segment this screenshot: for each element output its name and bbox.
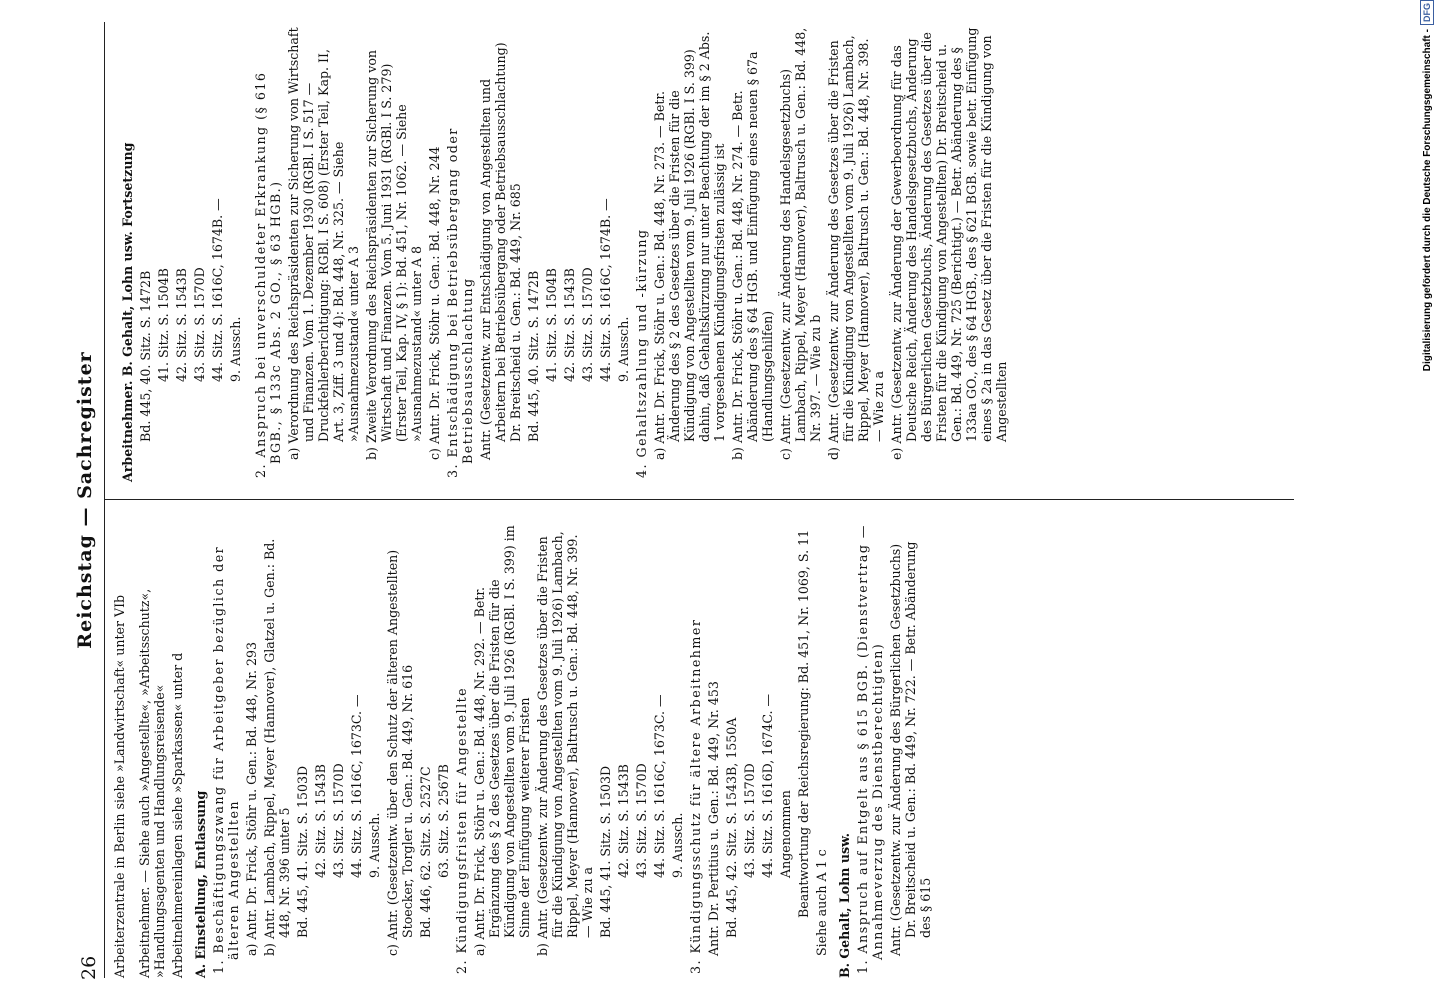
register-entry: A. Einstellung, Entlassung — [193, 790, 208, 978]
register-entry: Bd. 446, 62. Sitz. S. 2527C — [418, 766, 433, 938]
register-entry: 43. Sitz. S. 1570D — [742, 763, 757, 878]
register-entry: c) Antr. (Gesetzentw. über den Schutz der älteren Angestellten) Stoecker, Torgler u. Gen.: Bd. 449, Nr. 616 — [385, 549, 415, 956]
register-entry: Arbeitnehmereinlagen siehe »Sparkassen« unter d — [170, 652, 185, 978]
left-column — [112, 523, 936, 978]
register-entry: Beantwortung der Reichsregierung: Bd. 451, Nr. 1069, S. 11 — [796, 529, 811, 918]
register-entry: 43. Sitz. S. 1570D — [580, 267, 595, 382]
register-entry: b) Zweite Verordnung des Reichspräsidenten zur Sicherung von Wirtschaft und Finanzen. Vom 5. Juni 1931 (RGBl. I S. 279) (Erster Teil, Kap. IV, § 1): Bd. 451, Nr. 1062. — Siehe »Ausnahmezustand« unter A 8 — [364, 49, 424, 460]
register-entry: 42. Sitz. S. 1543B — [616, 764, 631, 878]
register-entry: b) Antr. Dr. Frick, Stöhr u. Gen.: Bd. 448, Nr. 274. — Betr. Abänderung des § 64 HGB. und Einfügung eines neuen § 67a (Handlungsgehilfen) — [730, 51, 775, 460]
register-entry: 44. Sitz. S. 1616D, 1674C. — — [760, 693, 775, 878]
register-entry: c) Antr. (Gesetzentw. zur Änderung des Handelsgesetzbuchs) Lambach, Rippel, Meyer (Hannover), Baltrusch u. Gen.: Bd. 448, Nr. 397. — Wie zu b — [778, 27, 823, 460]
register-entry: 3. Entschädigung bei Betriebsübergang oder Betriebsausschlachtung — [445, 127, 475, 478]
register-entry: b) Antr. Lambach, Rippel, Meyer (Hannover), Glatzel u. Gen.: Bd. 448, Nr. 396 unter 5 — [262, 538, 292, 956]
register-entry: 44. Sitz. S. 1616C, 1673C. — — [349, 694, 364, 878]
register-entry: 43. Sitz. S. 1570D — [634, 763, 649, 878]
register-entry: Bd. 445, 41. Sitz. S. 1503D — [295, 765, 310, 938]
register-entry: Bd. 445, 41. Sitz. S. 1503D — [598, 765, 613, 938]
register-entry: a) Verordnung des Reichspräsidenten zur Sicherung von Wirtschaft und Finanzen. Vom 1. Dezember 1930 (RGBl. I S. 517 — Druckfehlerberichtigung: RGBl. I S. 608) (Erster Teil, Kap. II, Art. 3, Ziff. 3 und 4): Bd. 448, Nr. 325. — Siehe »Ausnahmezustand« unter A 3 — [286, 27, 361, 460]
register-entry: Angenommen — [778, 790, 793, 878]
register-entry: Siehe auch A 1 c — [814, 849, 829, 956]
register-entry: 3. Kündigungsschutz für ältere Arbeitnehmer — [688, 618, 703, 974]
register-entry: 43. Sitz. S. 1570D — [192, 267, 207, 382]
right-column — [112, 27, 1012, 482]
register-entry: Bd. 445, 42. Sitz. S. 1543B, 1550A — [724, 717, 739, 938]
register-entry: Antr. (Gesetzentw. zur Entschädigung von Angestellten und Arbeitern bei Betriebsübergang oder Betriebsausschlachtung) Dr. Breitscheid u. Gen.: Bd. 449, Nr. 685 — [478, 42, 523, 460]
register-entry: 1. Beschäftigungszwang für Arbeitgeber bezüglich der älteren Angestellten — [211, 545, 241, 974]
register-entry: 63. Sitz. S. 2567B — [436, 764, 451, 878]
register-entry: 44. Sitz. S. 1616C, 1674B. — — [598, 198, 613, 382]
register-entry: Bd. 445, 40. Sitz. S. 1472B — [138, 270, 153, 442]
register-entry: 1. Anspruch auf Entgelt aus § 615 BGB. (Dienstvertrag — Annahmeverzug des Dienstberechtigten) — [855, 523, 885, 974]
side-note-text — [1420, 0, 1434, 990]
register-entry: Antr. Dr. Pertitius u. Gen.: Bd. 449, Nr. 453 — [706, 681, 721, 956]
register-entry: 9. Aussch. — [367, 812, 382, 878]
rotated-document-page — [60, 0, 1320, 1000]
register-entry: c) Antr. Dr. Frick, Stöhr u. Gen.: Bd. 448, Nr. 244 — [427, 146, 442, 460]
register-entry: a) Antr. Dr. Frick, Stöhr u. Gen.: Bd. 448, Nr. 273. — Betr. Änderung des § 2 des Gesetzes über die Fristen für die Kündigung von Angestellten vom 9. Juli 1926 (RGBl. I S. 399) dahin, daß Gehaltskürzung nur unter Beachtung der im § 2 Abs. 1 vorgesehenen Kündigungsfristen zulässig ist — [652, 31, 727, 460]
register-entry: 42. Sitz. S. 1543B — [313, 764, 328, 878]
register-entry: b) Antr. (Gesetzentw. zur Änderung des Gesetzes über die Fristen für die Kündigung von Angestellten vom 9. Juli 1926) Lambach, Rippel, Meyer (Hannover), Baltrusch u. Gen.: Bd. 448, Nr. 399. — Wie zu a — [535, 531, 595, 956]
running-head: Reichstag — Sachregister — [74, 351, 96, 649]
side-note — [1418, 0, 1434, 1000]
register-entry: 4. Gehaltszahlung und -kürzung — [634, 228, 649, 478]
register-entry: Antr. (Gesetzentw. zur Änderung des Bürgerlichen Gesetzbuchs) Dr. Breitscheid u. Gen.: Bd. 449, Nr. 722. — Betr. Abänderung des § 615 — [888, 541, 933, 956]
register-entry: a) Antr. Dr. Frick, Stöhr u. Gen.: Bd. 448, Nr. 292. — Betr. Ergänzung des § 2 des Gesetzes über die Fristen für die Kündigung von Angestellten vom 9. Juli 1926 (RGBl. I S. 399) im Sinne der Einfügung weiterer Fristen — [472, 525, 532, 956]
register-entry: 43. Sitz. S. 1570D — [331, 763, 346, 878]
header-rule — [104, 22, 105, 978]
register-entry: 41. Sitz. S. 1504B — [544, 268, 559, 382]
register-entry: 42. Sitz. S. 1543B — [562, 268, 577, 382]
register-entry: 2. Anspruch bei unverschuldeter Erkrankung (§ 616 BGB., § 133c Abs. 2 GO., § 63 HGB.) — [253, 71, 283, 478]
register-entry: Arbeitnehmer. B. Gehalt, Lohn usw. Fortsetzung — [120, 142, 135, 482]
column-divider — [104, 499, 1294, 500]
register-entry: B. Gehalt, Lohn usw. — [837, 832, 852, 978]
register-entry: a) Antr. Dr. Frick, Stöhr u. Gen.: Bd. 448, Nr. 293 — [244, 641, 259, 956]
register-entry: 9. Aussch. — [228, 316, 243, 382]
dfg-logo: DFG — [1420, 0, 1434, 25]
register-entry: e) Antr. (Gesetzentw. zur Änderung der Gewerbeordnung für das Deutsche Reich, Änderung des Handelsgesetzbuchs, Änderung des Bürgerlichen Gesetzbuchs, Änderung des Gesetzes über die Fristen für die Kündigung von Angestellten) Dr. Breitscheid u. Gen.: Bd. 449, Nr. 725 (Berichtigt.) — Betr. Abänderung des § 133aa GO., des § 64 HGB., des § 621 BGB. sowie betr. Einfügung eines § 2a in das Gesetz über die Fristen für die Kündigung von Angestellten — [889, 27, 1009, 460]
register-entry: d) Antr. (Gesetzentw. zur Änderung des Gesetzes über die Fristen für die Kündigung von Angestellten vom 9. Juli 1926) Lambach, Rippel, Meyer (Hannover), Baltrusch u. Gen.: Bd. 448, Nr. 398. — Wie zu a — [826, 35, 886, 460]
register-entry: 42. Sitz. S. 1543B — [174, 268, 189, 382]
register-entry: 2. Kündigungsfristen für Angestellte — [454, 686, 469, 974]
register-entry: 9. Aussch. — [616, 316, 631, 382]
register-entry: 41. Sitz. S. 1504B — [156, 268, 171, 382]
register-entry: 44. Sitz. S. 1616C, 1673C. — — [652, 694, 667, 878]
register-entry: Arbeitnehmer. — Siehe auch »Angestellte«, »Arbeitsschutz«, »Handlungsagenten und Handlungsreisende« — [137, 588, 167, 978]
register-entry: Arbeiterzentrale in Berlin siehe »Landwirtschaft« unter VIb — [112, 594, 127, 978]
funding-note: Digitalisierung gefördert durch die Deutsche Forschungsgemeinschaft - — [1422, 29, 1433, 372]
page-number: 26 — [78, 955, 100, 980]
register-entry: 44. Sitz. S. 1616C, 1674B. — — [210, 198, 225, 382]
register-entry: Bd. 445, 40. Sitz. S. 1472B — [526, 270, 541, 442]
register-entry: 9. Aussch. — [670, 812, 685, 878]
